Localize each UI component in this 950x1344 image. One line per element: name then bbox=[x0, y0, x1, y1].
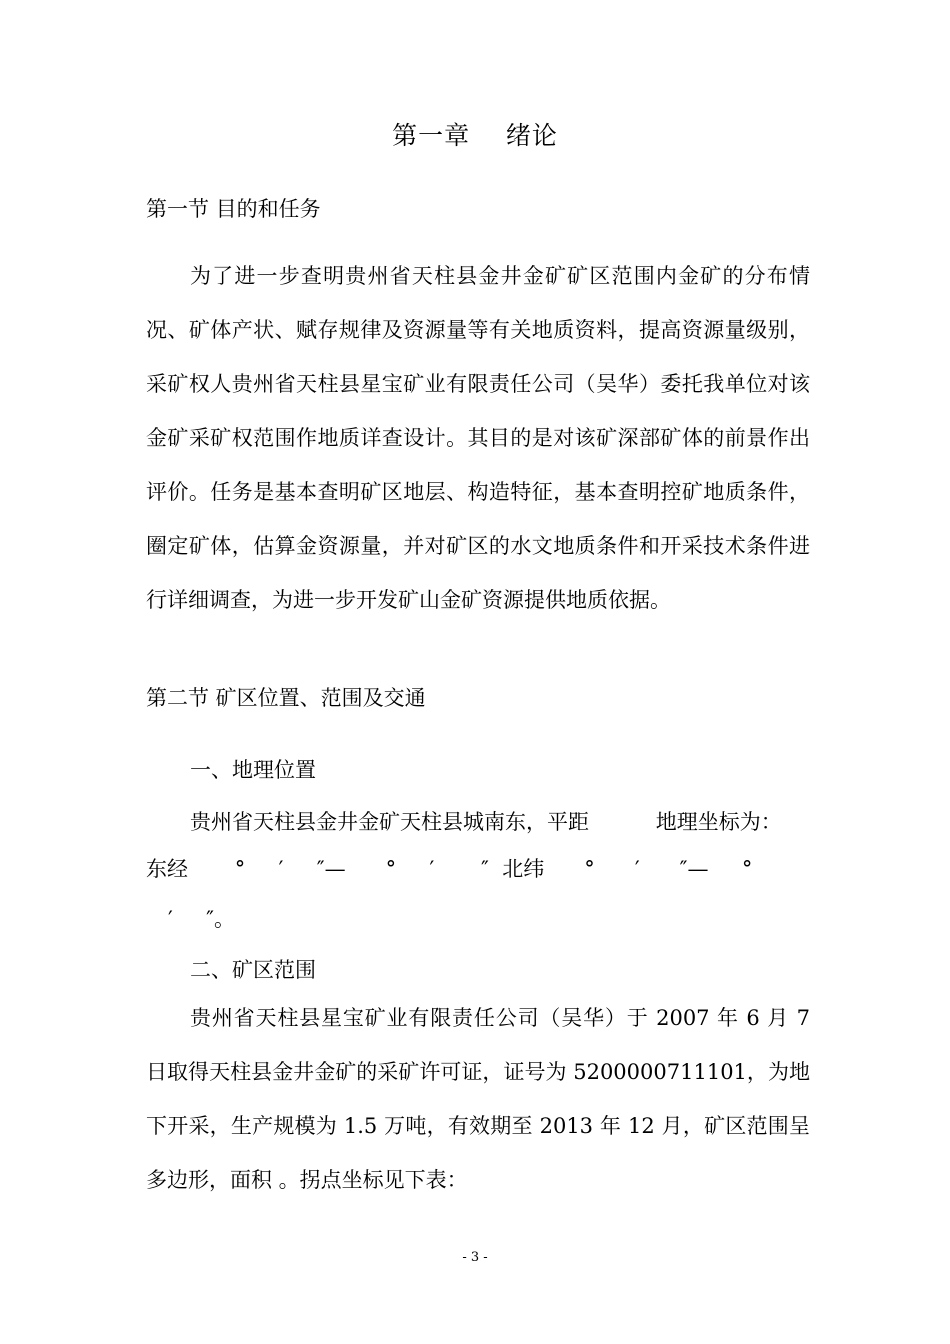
geo-location-line-1: 贵州省天柱县金井金矿天柱县城南东，平距 地理坐标为： bbox=[190, 810, 782, 834]
page-number: - 3 - bbox=[462, 1250, 488, 1265]
subheading-geographic-location: 一、地理位置 bbox=[190, 758, 316, 782]
geo-location-line-2: 东经 ° ′ ″— ° ′ ″ 北纬 ° ′ ″— ° bbox=[146, 857, 753, 881]
section-heading-purpose: 第一节 目的和任务 bbox=[146, 197, 321, 221]
section-heading-location: 第二节 矿区位置、范围及交通 bbox=[146, 686, 426, 710]
subheading-mining-scope: 二、矿区范围 bbox=[190, 958, 316, 982]
purpose-paragraph: 为了进一步查明贵州省天柱县金井金矿矿区范围内金矿的分布情况、矿体产状、赋存规律及资源量等有关地质资料，提高资源量级别，采矿权人贵州省天柱县星宝矿业有限责任公司（吴华）委托我单位对该金矿采矿权范围作地质详查设计。其目的是对该矿深部矿体的前景作出评价。任务是基本查明矿区地层、构造特征，基本查明控矿地质条件，圈定矿体，估算金资源量，并对矿区的水文地质条件和开采技术条件进行详细调查，为进一步开发矿山金矿资源提供地质依据。 bbox=[146, 264, 810, 612]
mining-scope-paragraph: 贵州省天柱县星宝矿业有限责任公司（吴华）于 2007 年 6 月 7 日取得天柱县金井金矿的采矿许可证，证号为 5200000711101，为地下开采，生产规模为 1.5 万吨，有效期至 2013 年 12 月，矿区范围呈多边形，面积 。拐点坐标见下表： bbox=[146, 1006, 810, 1192]
geo-location-line-3: ′ ″。 bbox=[168, 907, 235, 931]
chapter-title: 第一章 绪论 bbox=[392, 121, 558, 150]
